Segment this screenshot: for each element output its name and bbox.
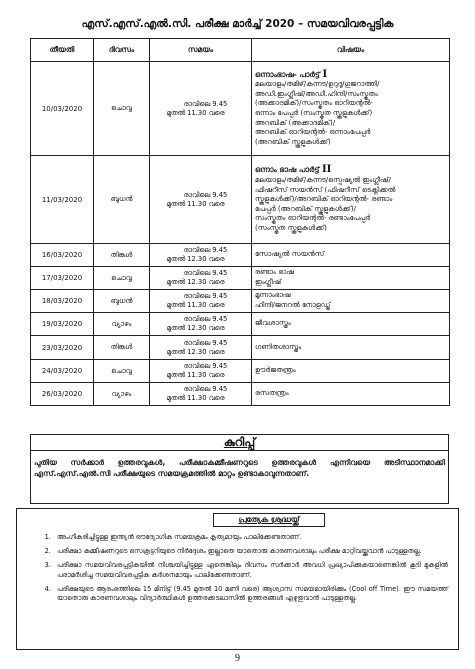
row-time: [150, 267, 252, 290]
time-end: മുതൽ 11.30 വരെ: [166, 394, 225, 402]
row-date: 23/03/2020: [31, 336, 94, 360]
row-day: തിങ്കൾ: [94, 244, 150, 267]
row-day: ചൊവ്വ: [94, 360, 150, 383]
subject-line: ഊർജതന്ത്രം: [255, 366, 296, 375]
time-start: രാവിലെ 9.45: [183, 269, 228, 277]
special-attention-title: പ്രത്യേക ശ്രദ്ധയ്ക്ക്: [213, 513, 325, 527]
table-row: [31, 290, 450, 313]
subject-heading: ഒന്നാം ഭാഷ പാർട്ട് II: [255, 164, 332, 176]
table-row: [31, 313, 450, 336]
time-end: മുതൽ 12.30 വരെ: [166, 255, 225, 263]
table-row: [31, 383, 450, 406]
row-date: 24/03/2020: [31, 360, 94, 383]
row-day: തിങ്കൾ: [94, 336, 150, 360]
row-subject: [252, 336, 450, 360]
page-title: എസ്.എസ്.എൽ.സി. പരീക്ഷ മാർച്ച് 2020 – സമയവിവരപ്പട്ടിക: [81, 18, 394, 30]
row-date: 10/03/2020: [31, 62, 94, 156]
table-row: [31, 336, 450, 360]
subject-line: അറബിക് ഓറിയന്റൽ- ഒന്നാംപേപ്പർ: [255, 128, 371, 137]
subject-line: (സംസ്കൃത സ്കൂളുകൾക്ക്): [255, 223, 327, 232]
list-item: 1. അംഗീകരിച്ചിട്ടുള്ള ഇന്ത്യൻ ഔദ്യോഗിക സമയക്രമം കൃത്യമായും പാലിക്കേണ്ടതാണ്.: [53, 533, 448, 542]
time-start: രാവിലെ 9.45: [183, 315, 228, 323]
subject-line: (അക്കാദമിക്)/സംസ്കൃതം ഓറിയന്റൽ-: [255, 99, 373, 108]
row-date: 18/03/2020: [31, 290, 94, 313]
subject-line: ഗണിതശാസ്ത്രം: [255, 342, 302, 351]
subject-line: ജീവശാസ്ത്രം: [255, 319, 291, 328]
time-start: രാവിലെ 9.45: [183, 246, 228, 254]
table-row: [31, 244, 450, 267]
row-time: [150, 313, 252, 336]
row-day: ബുധൻ: [94, 290, 150, 313]
time-start: രാവിലെ 9.45: [183, 362, 228, 370]
row-subject: [252, 313, 450, 336]
subject-heading: ഒന്നാംഭാഷ- പാർട്ട് I: [255, 68, 328, 80]
table-row: [31, 62, 450, 156]
row-date: 17/03/2020: [31, 267, 94, 290]
row-date: 26/03/2020: [31, 383, 94, 406]
time-end: മുതൽ 11.30 വരെ: [166, 301, 225, 309]
time-end: മുതൽ 11.30 വരെ: [166, 199, 225, 208]
subject-line: അഡീ.ഇംഗ്ലീഷ്/അഡീ.ഹിന്ദി/സംസ്കൃതം: [255, 89, 378, 98]
list-item: 2. പരീക്ഷാ കമ്മീഷണറുടെ സെക്രട്ടറിയുടെ നിർദ്ദേശം ഇല്ലാതെ യാതൊരു കാരണവശാലും പരീക്ഷ മാറ്റിവയ്ക്കുവാൻ പാടുള്ളതല്ല.: [53, 547, 448, 556]
subject-line: ഫിഷറീസ് സയൻസ് (ഫിഷറീസ് ടെക്നിക്കൽ: [255, 185, 396, 194]
page-number: 9: [235, 653, 240, 664]
time-end: മുതൽ 12.30 വരെ: [166, 347, 225, 356]
row-time: [150, 360, 252, 383]
row-time: [150, 336, 252, 360]
row-day: ബുധൻ: [94, 156, 150, 244]
header-day: ദിവസം: [94, 39, 150, 62]
subject-line: ഹിന്ദി/ജനറൽ നോളഡ്ജ്: [255, 301, 331, 309]
attention-list: [17, 533, 448, 608]
list-item: 3. പരീക്ഷാ സമയവിവരപ്പട്ടികയിൽ നിശ്ചയിച്ചിട്ടുള്ള ഏതെങ്കിലും ദിവസം സർക്കാർ അവധി പ്രഖ്യാപിക്കുകയാണെങ്കിൽ കൂടി മുകളിൽ പരാമർശിച്ച സമയവിവരപ്പട്ടിക കർശനമായും പാലിക്കേണ്ടതാണ്.: [53, 561, 448, 579]
row-time: [150, 244, 252, 267]
subject-line: സ്കൂളുകൾക്ക്)/അറബിക് ഓറിയന്റൽ- രണ്ടാം: [255, 195, 393, 204]
row-subject: [252, 62, 450, 156]
row-subject: [252, 267, 450, 290]
header-time: സമയം: [150, 39, 252, 62]
header-date: തീയതി: [31, 39, 94, 62]
subject-line: സോഷ്യൽ സയൻസ്: [255, 250, 325, 259]
time-end: മുതൽ 11.30 വരെ: [166, 371, 225, 379]
subject-line: ഇംഗ്ലീഷ്: [255, 278, 282, 286]
time-start: രാവിലെ 9.45: [183, 292, 228, 300]
table-row: [31, 267, 450, 290]
row-time: [150, 156, 252, 244]
time-start: രാവിലെ 9.45: [183, 338, 228, 347]
row-day: ചൊവ്വ: [94, 267, 150, 290]
row-day: ചൊവ്വ: [94, 62, 150, 156]
subject-line: രണ്ടാം ഭാഷ: [255, 268, 294, 277]
table-header-row: [31, 39, 450, 62]
row-subject: [252, 290, 450, 313]
exam-timetable: [30, 38, 450, 406]
subject-line: ഒന്നാം പേപ്പർ (സംസ്കൃത സ്കൂളുകൾക്ക്): [255, 109, 373, 117]
row-day: വ്യാഴം: [94, 313, 150, 336]
subject-line: രസതന്ത്രം: [255, 389, 289, 398]
subject-line: (അറബിക് സ്കൂളുകൾക്ക്): [255, 137, 331, 146]
row-day: വ്യാഴം: [94, 383, 150, 406]
subject-line: സംസ്കൃതം ഓറിയന്റൽ- രണ്ടാംപേപ്പർ: [255, 214, 371, 223]
time-start: രാവിലെ 9.45: [183, 385, 228, 393]
row-date: 11/03/2020: [31, 156, 94, 244]
subject-line: മൂന്നാംഭാഷ: [255, 291, 291, 300]
note-text: പുതിയ സർക്കാർ ഉത്തരവുകൾ, പരീക്ഷാകമ്മീഷണറുടെ ഉത്തരവുകൾ എന്നിവയെ അടിസ്ഥാനമാക്കി എസ്.എസ്.എൽ.സി പരീക്ഷയുടെ സമയക്രമത്തിൽ മാറ്റം ഉണ്ടാകാവുന്നതാണ്.: [34, 458, 445, 478]
note-box: [30, 434, 449, 504]
time-end: മുതൽ 11.30 വരെ: [166, 108, 225, 117]
row-subject: [252, 244, 450, 267]
row-time: [150, 383, 252, 406]
row-time: [150, 290, 252, 313]
row-date: 19/03/2020: [31, 313, 94, 336]
special-attention-box: [16, 508, 459, 650]
time-start: രാവിലെ 9.45: [183, 190, 228, 199]
subject-line: അറബിക് (അക്കാദമിക്)/: [255, 118, 336, 127]
time-end: മുതൽ 12.30 വരെ: [166, 278, 225, 286]
subject-line: പേപ്പർ (അറബിക് സ്കൂളുകൾക്ക്)/: [255, 204, 356, 213]
time-end: മുതൽ 12.30 വരെ: [166, 324, 225, 332]
note-title: കുറിപ്പ്: [31, 435, 448, 451]
subject-line: മലയാളം/തമിഴ്/കന്നട/സ്പെഷ്യൽ ഇംഗ്ലീഷ്/: [255, 176, 391, 185]
table-row: [31, 360, 450, 383]
row-subject: [252, 156, 450, 244]
subject-line: മലയാളം/തമിഴ്/കന്നട/ഉറുദു/ഗുജറാത്തി/: [255, 80, 380, 89]
list-item: 4. പരീക്ഷയുടെ ആരംഭത്തിലെ 15 മിനിട്ട് (9.45 മുതൽ 10 മണി വരെ) ആശ്വാസ സമയമായിരിക്കും (Cool off Time). ഈ സമയത്ത് യാതൊരു കാരണവശാലും വിദ്യാർത്ഥികൾ ഉത്തരക്കടലാസിൽ ഉത്തരങ്ങൾ എഴുതുവാൻ പാടുള്ളതല്ല.: [53, 585, 448, 603]
table-row: [31, 156, 450, 244]
row-time: [150, 62, 252, 156]
row-subject: [252, 383, 450, 406]
row-subject: [252, 360, 450, 383]
row-date: 16/03/2020: [31, 244, 94, 267]
time-start: രാവിലെ 9.45: [183, 99, 228, 108]
header-subject: വിഷയം: [252, 39, 450, 62]
